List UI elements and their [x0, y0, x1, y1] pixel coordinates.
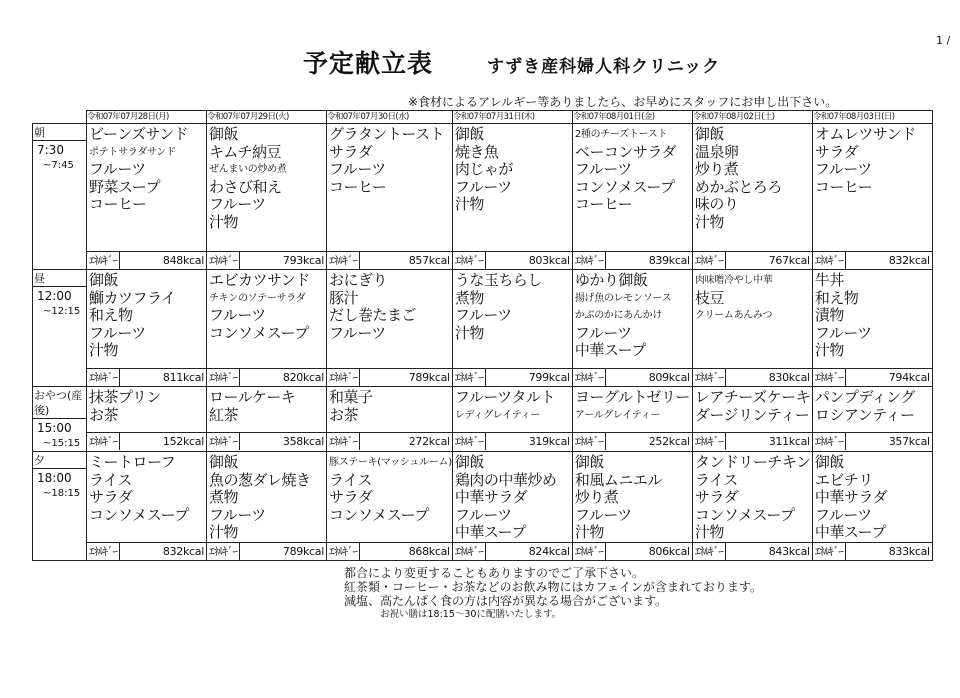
menu-item: 温泉卵	[694, 142, 739, 161]
menu-item: ロールケーキ	[209, 388, 296, 406]
corner-cell	[33, 111, 87, 124]
menu-cell	[572, 270, 692, 369]
energy-cell	[207, 252, 327, 270]
energy-cell	[327, 369, 453, 387]
energy-value: 794kcal	[888, 371, 930, 384]
menu-cell	[812, 270, 932, 369]
energy-label: ｴﾈﾙｷﾞｰ	[327, 369, 360, 386]
energy-value: 311kcal	[768, 435, 810, 449]
menu-item: チキンのソテーサラダ	[209, 292, 306, 304]
energy-label: ｴﾈﾙｷﾞｰ	[573, 369, 606, 386]
menu-item: コンソメスープ	[89, 505, 189, 524]
menu-item: フルーツ	[89, 160, 146, 178]
energy-cell	[327, 252, 453, 270]
energy-cell	[327, 542, 453, 560]
energy-label: ｴﾈﾙｷﾞｰ	[453, 543, 486, 560]
menu-item: フルーツ	[209, 505, 266, 524]
menu-cell	[207, 270, 327, 369]
menu-item: ポテトサラダサンド	[89, 146, 176, 158]
menu-item: フルーツ	[454, 177, 512, 196]
meal-name: 昼	[33, 270, 86, 287]
menu-item: フルーツタルト	[454, 388, 555, 406]
energy-label: ｴﾈﾙｷﾞｰ	[693, 433, 726, 450]
meal-label	[33, 270, 87, 387]
menu-item: 和風ムニエル	[574, 470, 662, 489]
menu-item: 和え物	[814, 288, 859, 307]
menu-item: お茶	[329, 405, 359, 424]
menu-item: タンドリーチキン	[694, 453, 811, 471]
energy-cell	[572, 252, 692, 270]
menu-item: 和菓子	[329, 388, 373, 406]
energy-value: 806kcal	[648, 544, 690, 558]
energy-cell	[692, 542, 812, 560]
menu-item: コンソメスープ	[209, 323, 309, 342]
menu-item: 牛丼	[814, 271, 844, 289]
menu-cell	[207, 387, 327, 433]
menu-item: ライス	[89, 470, 132, 489]
energy-cell	[207, 369, 327, 387]
menu-cell	[327, 124, 453, 252]
menu-item: フルーツ	[454, 505, 512, 524]
menu-item: 抹茶プリン	[89, 388, 161, 406]
menu-item: フルーツ	[89, 323, 146, 342]
energy-cell	[327, 432, 453, 452]
menu-item: コンソメスープ	[694, 505, 795, 524]
energy-value: 832kcal	[888, 254, 930, 267]
energy-cell	[452, 252, 572, 270]
energy-label: ｴﾈﾙｷﾞｰ	[207, 252, 240, 269]
clinic-name: すずき産科婦人科クリニック	[487, 57, 721, 77]
energy-label: ｴﾈﾙｷﾞｰ	[207, 369, 240, 386]
energy-cell	[452, 369, 572, 387]
menu-cell	[452, 387, 572, 433]
energy-label: ｴﾈﾙｷﾞｰ	[207, 433, 240, 450]
energy-value: 848kcal	[162, 254, 204, 267]
energy-label: ｴﾈﾙｷﾞｰ	[87, 543, 120, 560]
energy-value: 839kcal	[648, 254, 690, 267]
energy-label: ｴﾈﾙｷﾞｰ	[573, 252, 606, 269]
menu-cell	[812, 387, 932, 433]
menu-item: フルーツ	[454, 306, 512, 324]
menu-item: おにぎり	[329, 271, 388, 289]
energy-value: 857kcal	[408, 254, 450, 267]
energy-cell	[692, 252, 812, 270]
menu-item: 中華スープ	[574, 341, 646, 359]
footer-line: 都合により変更することもありますのでご了承下さい。	[344, 566, 645, 580]
menu-item: 汁物	[814, 341, 844, 359]
meal-name: 朝	[33, 124, 86, 141]
menu-cell	[327, 387, 453, 433]
energy-value: 803kcal	[528, 254, 570, 267]
menu-item: 中華サラダ	[454, 488, 528, 506]
menu-item: グラタントースト	[329, 125, 445, 143]
meal-end: ~12:15	[43, 306, 81, 317]
menu-item: 汁物	[574, 523, 604, 541]
energy-label: ｴﾈﾙｷﾞｰ	[327, 543, 360, 560]
energy-cell	[812, 252, 932, 270]
energy-label: ｴﾈﾙｷﾞｰ	[453, 252, 486, 269]
menu-cell	[327, 270, 453, 369]
date-header: 令和07年08月01日(金)	[572, 111, 692, 124]
allergy-notice: ※食材によるアレルギー等ありましたら、お早めにスタッフにお申し出下さい。	[408, 95, 838, 109]
menu-item: 鶏肉の中華炒め	[454, 470, 557, 489]
menu-item: フルーツ	[814, 323, 872, 342]
menu-item: 汁物	[694, 523, 724, 541]
footer-line: 減塩、高たんぱく食の方は内容が異なる場合がございます。	[344, 594, 668, 608]
menu-item: 揚げ魚のレモンソース	[574, 292, 672, 304]
menu-item: キムチ納豆	[209, 142, 282, 161]
menu-item: 枝豆	[694, 288, 724, 307]
energy-value: 319kcal	[528, 435, 570, 449]
date-header: 令和07年08月03日(日)	[812, 111, 932, 124]
meal-name: おやつ(産後)	[33, 387, 86, 419]
menu-cell	[207, 452, 327, 543]
menu-cell	[87, 124, 207, 252]
energy-cell	[692, 369, 812, 387]
menu-item: かぶのかにあんかけ	[574, 310, 663, 321]
energy-value: 830kcal	[768, 371, 810, 384]
meal-time: 18:00	[37, 471, 72, 485]
menu-item: うな玉ちらし	[454, 271, 542, 289]
menu-cell	[572, 387, 692, 433]
menu-item: クリームあんみつ	[694, 310, 773, 321]
energy-value: 793kcal	[282, 254, 324, 267]
menu-item: 御飯	[694, 125, 724, 143]
menu-item: 煮物	[209, 488, 239, 506]
energy-label: ｴﾈﾙｷﾞｰ	[693, 252, 726, 269]
menu-item: ぜんまいの炒め煮	[209, 164, 287, 175]
energy-label: ｴﾈﾙｷﾞｰ	[693, 369, 726, 386]
energy-value: 868kcal	[408, 544, 450, 558]
energy-cell	[812, 542, 932, 560]
menu-item: コーヒー	[89, 195, 147, 213]
energy-value: 799kcal	[528, 371, 570, 384]
menu-item: 炒り煮	[574, 488, 619, 506]
energy-cell	[87, 542, 207, 560]
energy-value: 820kcal	[282, 371, 324, 384]
date-header: 令和07年07月31日(木)	[452, 111, 572, 124]
menu-cell	[812, 124, 932, 252]
energy-value: 832kcal	[162, 544, 204, 558]
menu-item: レディグレイティー	[454, 409, 541, 421]
energy-value: 252kcal	[648, 435, 690, 449]
menu-item: 肉じゃが	[454, 160, 513, 178]
menu-item: ベーコンサラダ	[574, 142, 677, 161]
menu-item: わさび和え	[209, 177, 282, 196]
energy-cell	[572, 432, 692, 452]
footer-line: お祝い膳は18:15～30に配膳いたします。	[380, 609, 562, 620]
menu-item: お茶	[89, 405, 119, 424]
menu-item: 中華スープ	[454, 523, 526, 541]
menu-item: ミートローフ	[89, 453, 176, 471]
menu-item: フルーツ	[329, 323, 386, 342]
energy-value: 833kcal	[888, 544, 930, 558]
menu-item: 御飯	[574, 453, 604, 471]
energy-value: 789kcal	[282, 544, 324, 558]
menu-item: ダージリンティー	[694, 405, 810, 424]
menu-item: 野菜スープ	[89, 177, 161, 196]
energy-cell	[87, 252, 207, 270]
menu-item: コーヒー	[329, 177, 387, 196]
date-header: 令和07年07月28日(月)	[87, 111, 207, 124]
menu-item: 豚ステーキ(マッシュルーム)	[329, 457, 452, 468]
energy-value: 358kcal	[282, 435, 324, 449]
footer-line: 紅茶類・コーヒー・お茶などのお飲み物にはカフェインが含まれております。	[344, 580, 762, 594]
energy-cell	[812, 432, 932, 452]
menu-cell	[692, 124, 812, 252]
menu-item: サラダ	[329, 142, 373, 161]
menu-item: エビカツサンド	[209, 271, 310, 289]
menu-item: 鰤カツフライ	[89, 288, 176, 307]
menu-item: サラダ	[89, 488, 133, 506]
menu-item: サラダ	[329, 488, 373, 506]
menu-item: 炒り煮	[694, 160, 739, 178]
energy-value: 789kcal	[408, 371, 450, 384]
menu-cell	[452, 452, 572, 543]
energy-label: ｴﾈﾙｷﾞｰ	[87, 433, 120, 450]
menu-item: 汁物	[454, 195, 484, 213]
energy-cell	[572, 542, 692, 560]
menu-item: サラダ	[694, 488, 739, 506]
menu-item: 味のり	[694, 195, 739, 213]
energy-cell	[452, 432, 572, 452]
menu-item: 2種のチーズトースト	[574, 129, 668, 140]
menu-item: アールグレイティー	[574, 409, 661, 421]
menu-item: 御飯	[454, 125, 484, 143]
menu-item: フルーツ	[329, 160, 386, 178]
menu-item: 御飯	[209, 453, 239, 471]
energy-label: ｴﾈﾙｷﾞｰ	[573, 543, 606, 560]
menu-cell	[87, 387, 207, 433]
menu-cell	[87, 270, 207, 369]
menu-cell	[572, 124, 692, 252]
energy-value: 152kcal	[162, 435, 204, 449]
menu-item: めかぶとろろ	[694, 177, 782, 196]
menu-item: 肉味噌冷やし中華	[694, 275, 773, 286]
menu-table	[32, 110, 933, 561]
menu-item: ヨーグルトゼリー	[574, 388, 690, 406]
menu-item: ライス	[694, 470, 738, 489]
menu-item: 和え物	[89, 306, 133, 324]
energy-cell	[812, 369, 932, 387]
menu-item: フルーツ	[814, 505, 872, 524]
menu-item: 紅茶	[209, 405, 239, 424]
energy-cell	[452, 542, 572, 560]
menu-cell	[207, 124, 327, 252]
energy-value: 357kcal	[888, 435, 930, 449]
menu-item: ビーンズサンド	[89, 125, 189, 143]
menu-item: 御飯	[209, 125, 239, 143]
energy-label: ｴﾈﾙｷﾞｰ	[813, 369, 846, 386]
menu-item: コンソメスープ	[329, 505, 429, 524]
menu-item: ゆかり御飯	[574, 271, 648, 289]
menu-cell	[452, 124, 572, 252]
footer-notes	[344, 566, 762, 622]
menu-cell	[327, 452, 453, 543]
menu-item: 中華スープ	[814, 523, 886, 541]
menu-cell	[812, 452, 932, 543]
energy-label: ｴﾈﾙｷﾞｰ	[813, 543, 846, 560]
menu-item: フルーツ	[814, 160, 872, 178]
meal-label	[33, 387, 87, 452]
energy-label: ｴﾈﾙｷﾞｰ	[693, 543, 726, 560]
menu-item: ライス	[329, 470, 372, 489]
menu-item: 汁物	[89, 341, 119, 359]
menu-item: エビチリ	[814, 470, 873, 489]
energy-cell	[692, 432, 812, 452]
meal-time: 15:00	[37, 421, 72, 435]
energy-value: 272kcal	[408, 435, 450, 449]
menu-item: ロシアンティー	[814, 405, 915, 424]
meal-time: 12:00	[37, 289, 72, 303]
energy-value: 809kcal	[648, 371, 690, 384]
energy-label: ｴﾈﾙｷﾞｰ	[573, 433, 606, 450]
menu-item: コーヒー	[574, 195, 633, 213]
page-title: 予定献立表	[303, 49, 434, 78]
menu-item: 御飯	[89, 271, 119, 289]
energy-cell	[207, 432, 327, 452]
energy-label: ｴﾈﾙｷﾞｰ	[327, 252, 360, 269]
date-header: 令和07年07月30日(水)	[327, 111, 453, 124]
menu-item: コンソメスープ	[574, 177, 675, 196]
energy-cell	[87, 432, 207, 452]
energy-cell	[87, 369, 207, 387]
menu-item: 御飯	[814, 453, 844, 471]
menu-item: 汁物	[454, 323, 484, 342]
menu-item: レアチーズケーキ	[694, 388, 811, 406]
menu-cell	[692, 452, 812, 543]
energy-cell	[207, 542, 327, 560]
menu-cell	[87, 452, 207, 543]
menu-item: 汁物	[694, 212, 724, 231]
menu-cell	[692, 387, 812, 433]
energy-value: 811kcal	[162, 371, 204, 384]
meal-end: ~18:15	[43, 488, 81, 499]
menu-item: フルーツ	[574, 505, 632, 524]
menu-item: フルーツ	[209, 306, 266, 324]
menu-item: 漬物	[814, 306, 844, 324]
menu-item: 魚の葱ダレ焼き	[209, 470, 311, 489]
menu-item: 焼き魚	[454, 142, 499, 161]
energy-label: ｴﾈﾙｷﾞｰ	[207, 543, 240, 560]
menu-item: 御飯	[454, 453, 484, 471]
meal-time: 7:30	[37, 143, 64, 157]
menu-item: フルーツ	[574, 323, 632, 342]
menu-item: 豚汁	[329, 288, 359, 307]
energy-label: ｴﾈﾙｷﾞｰ	[453, 433, 486, 450]
date-header: 令和07年08月02日(土)	[692, 111, 812, 124]
menu-item: 煮物	[454, 288, 484, 307]
meal-label	[33, 452, 87, 561]
meal-end: ~7:45	[43, 160, 74, 171]
menu-item: 中華サラダ	[814, 488, 888, 506]
menu-item: コーヒー	[814, 177, 873, 196]
menu-cell	[692, 270, 812, 369]
menu-item: 汁物	[209, 523, 239, 541]
energy-label: ｴﾈﾙｷﾞｰ	[813, 433, 846, 450]
menu-item: フルーツ	[209, 195, 266, 213]
menu-item: パンプディング	[814, 388, 915, 406]
energy-value: 824kcal	[528, 544, 570, 558]
energy-cell	[572, 369, 692, 387]
energy-label: ｴﾈﾙｷﾞｰ	[87, 369, 120, 386]
menu-item: サラダ	[814, 142, 859, 161]
page-number: 1 /	[936, 34, 951, 47]
date-header: 令和07年07月29日(火)	[207, 111, 327, 124]
energy-label: ｴﾈﾙｷﾞｰ	[87, 252, 120, 269]
meal-label	[33, 124, 87, 270]
menu-cell	[572, 452, 692, 543]
energy-value: 843kcal	[768, 544, 810, 558]
energy-label: ｴﾈﾙｷﾞｰ	[327, 433, 360, 450]
energy-label: ｴﾈﾙｷﾞｰ	[453, 369, 486, 386]
meal-name: 夕	[33, 452, 86, 469]
energy-label: ｴﾈﾙｷﾞｰ	[813, 252, 846, 269]
menu-cell	[452, 270, 572, 369]
meal-end: ~15:15	[43, 438, 81, 449]
energy-value: 767kcal	[768, 254, 810, 267]
menu-item: フルーツ	[574, 160, 632, 178]
menu-item: 汁物	[209, 212, 239, 231]
menu-item: オムレツサンド	[814, 125, 916, 143]
menu-item: だし巻たまご	[329, 306, 417, 324]
